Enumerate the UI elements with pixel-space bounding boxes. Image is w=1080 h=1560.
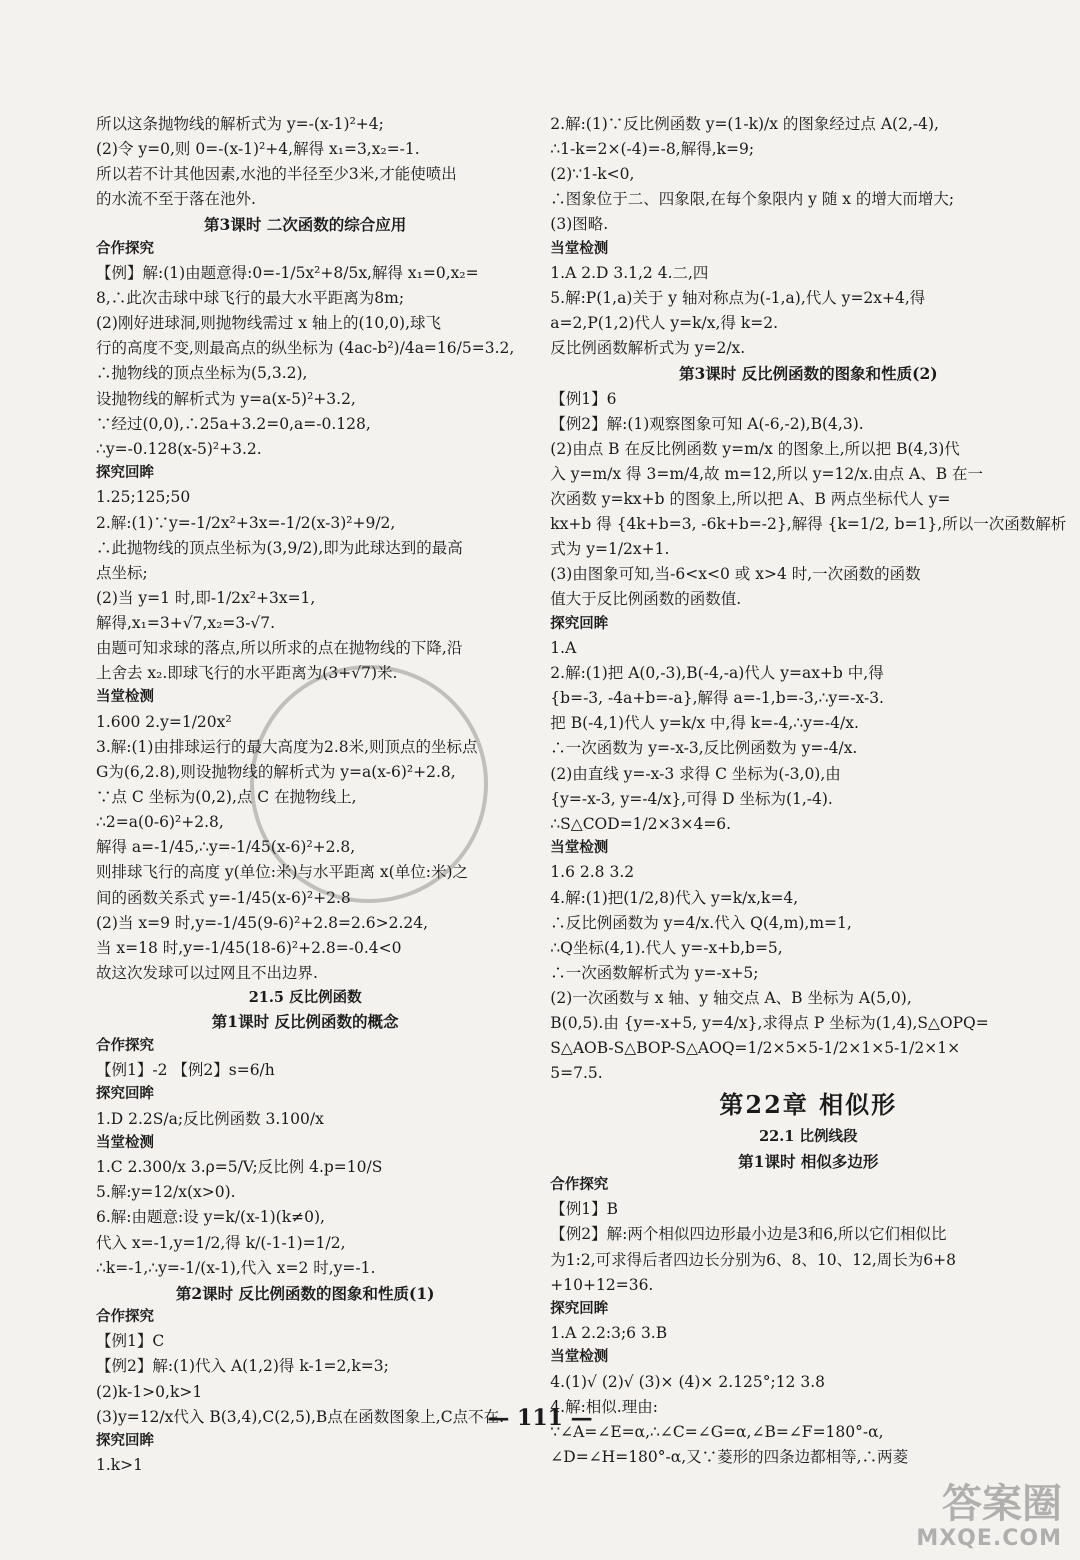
text-line: 5=7.5. [550,1064,603,1083]
section-heading: 当堂检测 [550,240,609,257]
text-line: +10+12=36. [550,1275,654,1294]
text-line: 次函数 y=kx+b 的图象上,所以把 A、B 两点坐标代人 y= [550,490,951,509]
text-line: (2)由点 B 在反比例函数 y=m/x 的图象上,所以把 B(4,3)代 [550,439,960,458]
text-line: 1.C 2.300/x 3.ρ=5/V;反比例 4.p=10/S [96,1158,383,1177]
text-line: ∴Q坐标(4,1).代人 y=-x+b,b=5, [550,938,783,957]
text-line: 6.解:由题意:设 y=k/(x-1)(k≠0), [96,1208,325,1227]
text-line: S△AOB-S△BOP-S△AOQ=1/2×5×5-1/2×1×5-1/2×1× [550,1039,961,1058]
text-line: 设抛物线的解析式为 y=a(x-5)²+3.2, [96,389,356,408]
watermark-url: MXQE.COM [916,1526,1062,1551]
text-line: 1.A [550,639,577,658]
text-line: 【例1】B [550,1200,619,1219]
text-line: (2)当 y=1 时,即-1/2x²+3x=1, [96,588,316,607]
text-line: 行的高度不变,则最高点的纵坐标为 (4ac-b²)/4a=16/5=3.2, [96,339,515,358]
text-line: ∴y=-0.128(x-5)²+3.2. [96,439,262,458]
text-line: 反比例函数解析式为 y=2/x. [550,339,746,358]
text-line: ∴2=a(0-6)²+2.8, [96,813,224,832]
text-line: 【例1】-2 【例2】s=6/h [96,1061,275,1080]
text-line: (3)图略. [550,215,609,234]
text-line: 所以若不计其他因素,水池的半径至少3米,才能使喷出 [96,165,457,184]
text-line: 8,∴此次击球中球飞行的最大水平距离为8m; [96,289,405,308]
text-line: 故这次发球可以过网且不出边界. [96,963,318,982]
section-heading: 探究回眸 [550,1300,609,1317]
text-line: 4.解:(1)把(1/2,8)代入 y=k/x,k=4, [550,888,799,907]
text-line: 1.k>1 [96,1456,144,1475]
text-line: 【例2】解:(1)代入 A(1,2)得 k-1=2,k=3; [96,1357,389,1376]
text-line: ∵点 C 坐标为(0,2),点 C 在抛物线上, [96,788,357,807]
text-line: 【例2】解:(1)观察图象可知 A(-6,-2),B(4,3). [550,414,864,433]
text-line: 的水流不至于落在池外. [96,190,256,209]
text-line: 入 y=m/x 得 3=m/4,故 m=12,所以 y=12/x.由点 A、B 在一 [550,464,984,483]
text-line: 则排球飞行的高度 y(单位:米)与水平距离 x(单位:米)之 [96,863,468,882]
lesson-heading: 第1课时 相似多边形 [738,1151,879,1171]
text-line: 5.解:P(1,a)关于 y 轴对称点为(-1,a),代人 y=2x+4,得 [550,289,926,308]
section-heading: 合作探究 [96,1308,154,1325]
right-column [550,112,1067,1467]
text-line: 1.6 2.8 3.2 [550,863,635,882]
text-line: ∴反比例函数为 y=4/x.代入 Q(4,m),m=1, [550,913,852,932]
text-line: 所以这条抛物线的解析式为 y=-(x-1)²+4; [96,115,384,133]
text-line: (2)k-1>0,k>1 [96,1382,203,1401]
section-heading: 当堂检测 [550,1349,609,1366]
section-heading: 合作探究 [96,1037,154,1054]
text-line: 为1:2,可求得后者四边长分别为6、8、10、12,周长为6+8 [550,1250,956,1269]
text-line: {y=-x-3, y=-4/x},可得 D 坐标为(1,-4). [550,789,833,808]
text-line: 值大于反比例函数的函数值. [550,590,742,609]
text-line: ∴此抛物线的顶点坐标为(3,9/2),即为此球达到的最高 [96,538,463,557]
text-line: 1.D 2.2S/a;反比例函数 3.100/x [96,1109,324,1128]
text-line: 把 B(-4,1)代人 y=k/x 中,得 k=-4,∴y=-4/x. [550,714,859,733]
section-heading: 探究回眸 [96,464,154,481]
section-heading: 探究回眸 [96,1086,154,1103]
text-line: 当 x=18 时,y=-1/45(18-6)²+2.8=-0.4<0 [96,938,402,957]
lesson-heading: 第3课时 反比例函数的图象和性质(2) [678,364,938,384]
text-line: kx+b 得 {4k+b=3, -6k+b=-2},解得 {k=1/2, b=1},所以一次函数解析 [550,515,1067,534]
lesson-heading: 第3课时 二次函数的综合应用 [204,215,407,235]
text-line: a=2,P(1,2)代人 y=k/x,得 k=2. [550,314,779,333]
two-column-body [96,112,1067,1475]
lesson-heading: 第2课时 反比例函数的图象和性质(1) [175,1283,435,1303]
text-line: 【例1】C [96,1332,165,1351]
text-line: B(0,5).由 {y=-x+5, y=4/x},求得点 P 坐标为(1,4),S△OPQ= [550,1014,989,1033]
text-line: 5.解:y=12/x(x>0). [96,1183,236,1202]
text-line: (3)由图象可知,当-6<x<0 或 x>4 时,一次函数的函数 [550,565,921,584]
text-line: 解得 a=-1/45,∴y=-1/45(x-6)²+2.8, [96,838,356,857]
text-line: 4.(1)√ (2)√ (3)× (4)× 2.125°;12 3.8 [550,1372,825,1391]
text-line: 2.解:(1)∵y=-1/2x²+3x=-1/2(x-3)²+9/2, [96,513,396,532]
text-line: 3.解:(1)由排球运行的最大高度为2.8米,则顶点的坐标点 [96,737,478,756]
text-line: ∠D=∠H=180°-α,又∵菱形的四条边都相等,∴两菱 [550,1448,909,1467]
text-line: 1.A 2.D 3.1,2 4.二,四 [550,264,709,283]
text-line: G为(6,2.8),则设抛物线的解析式为 y=a(x-6)²+2.8, [96,762,456,781]
section-heading: 当堂检测 [550,839,609,856]
site-watermark [862,1482,1062,1552]
text-line: (2)由直线 y=-x-3 求得 C 坐标为(-3,0),由 [550,764,841,783]
text-line: 由题可知求球的落点,所以所求的点在抛物线的下降,沿 [96,639,463,658]
text-line: 2.解:(1)把 A(0,-3),B(-4,-a)代人 y=ax+b 中,得 [550,664,884,683]
text-line: 【例1】6 [550,389,617,408]
text-line: ∴一次函数解析式为 y=-x+5; [550,963,759,982]
text-line: 1.A 2.2:3;6 3.B [550,1324,668,1343]
text-line: 1.600 2.y=1/20x² [96,712,232,731]
text-line: ∵经过(0,0),∴25a+3.2=0,a=-0.128, [96,414,371,433]
text-line: (2)∵1-k<0, [550,165,635,184]
text-line: 4.解:相似.理由: [550,1397,658,1416]
text-line: (3)y=12/x代入 B(3,4),C(2,5),B点在函数图象上,C点不在. [96,1407,505,1426]
text-line: ∴抛物线的顶点坐标为(5,3.2), [96,364,308,383]
section-heading: 探究回眸 [96,1432,154,1449]
text-line: (2)当 x=9 时,y=-1/45(9-6)²+2.8=2.6>2.24, [96,913,429,932]
text-line: 2.解:(1)∵反比例函数 y=(1-k)/x 的图象经过点 A(2,-4), [550,115,939,133]
text-line: ∴1-k=2×(-4)=-8,解得,k=9; [550,140,755,159]
text-line: ∵∠A=∠E=α,∴∠C=∠G=α,∠B=∠F=180°-α, [550,1423,884,1442]
text-line: 1.25;125;50 [96,488,191,507]
lesson-heading: 第1课时 反比例函数的概念 [211,1012,399,1032]
section-heading: 合作探究 [96,240,154,257]
chapter-heading: 第22章 相似形 [719,1090,898,1120]
text-line: (2)刚好进球洞,则抛物线需过 x 轴上的(10,0),球飞 [96,314,442,333]
text-line: (2)令 y=0,则 0=-(x-1)²+4,解得 x₁=3,x₂=-1. [96,140,420,159]
subsection-heading: 21.5 反比例函数 [248,988,362,1006]
section-heading: 当堂检测 [96,1134,154,1151]
text-line: ∴k=-1,∴y=-1/(x-1),代入 x=2 时,y=-1. [96,1258,376,1277]
text-line: 上舍去 x₂.即球飞行的水平距离为(3+√7)米. [96,664,398,683]
section-heading: 探究回眸 [550,615,609,632]
subsection-heading: 22.1 比例线段 [759,1128,858,1146]
text-line: ∴S△COD=1/2×3×4=6. [550,814,732,833]
watermark-logo: 答案圈 [942,1481,1062,1527]
text-line: 式为 y=1/2x+1. [550,540,670,559]
text-line: 点坐标; [96,563,148,582]
section-heading: 当堂检测 [96,689,154,706]
text-line: 【例】解:(1)由题意得:0=-1/5x²+8/5x,解得 x₁=0,x₂= [96,264,479,283]
text-line: 代入 x=-1,y=1/2,得 k/(-1-1)=1/2, [96,1233,346,1252]
text-line: 【例2】解:两个相似四边形最小边是3和6,所以它们相似比 [550,1225,947,1244]
text-line: ∴图象位于二、四象限,在每个象限内 y 随 x 的增大而增大; [550,190,955,209]
text-line: (2)一次函数与 x 轴、y 轴交点 A、B 坐标为 A(5,0), [550,988,912,1007]
text-line: 解得,x₁=3+√7,x₂=3-√7. [96,613,276,632]
text-line: 间的函数关系式 y=-1/45(x-6)²+2.8 [96,888,351,907]
text-line: ∴一次函数为 y=-x-3,反比例函数为 y=-4/x. [550,739,858,758]
section-heading: 合作探究 [550,1176,609,1193]
text-line: {b=-3, -4a+b=-a},解得 a=-1,b=-3,∴y=-x-3. [550,689,884,708]
page-number: — 111 — [487,1405,593,1431]
